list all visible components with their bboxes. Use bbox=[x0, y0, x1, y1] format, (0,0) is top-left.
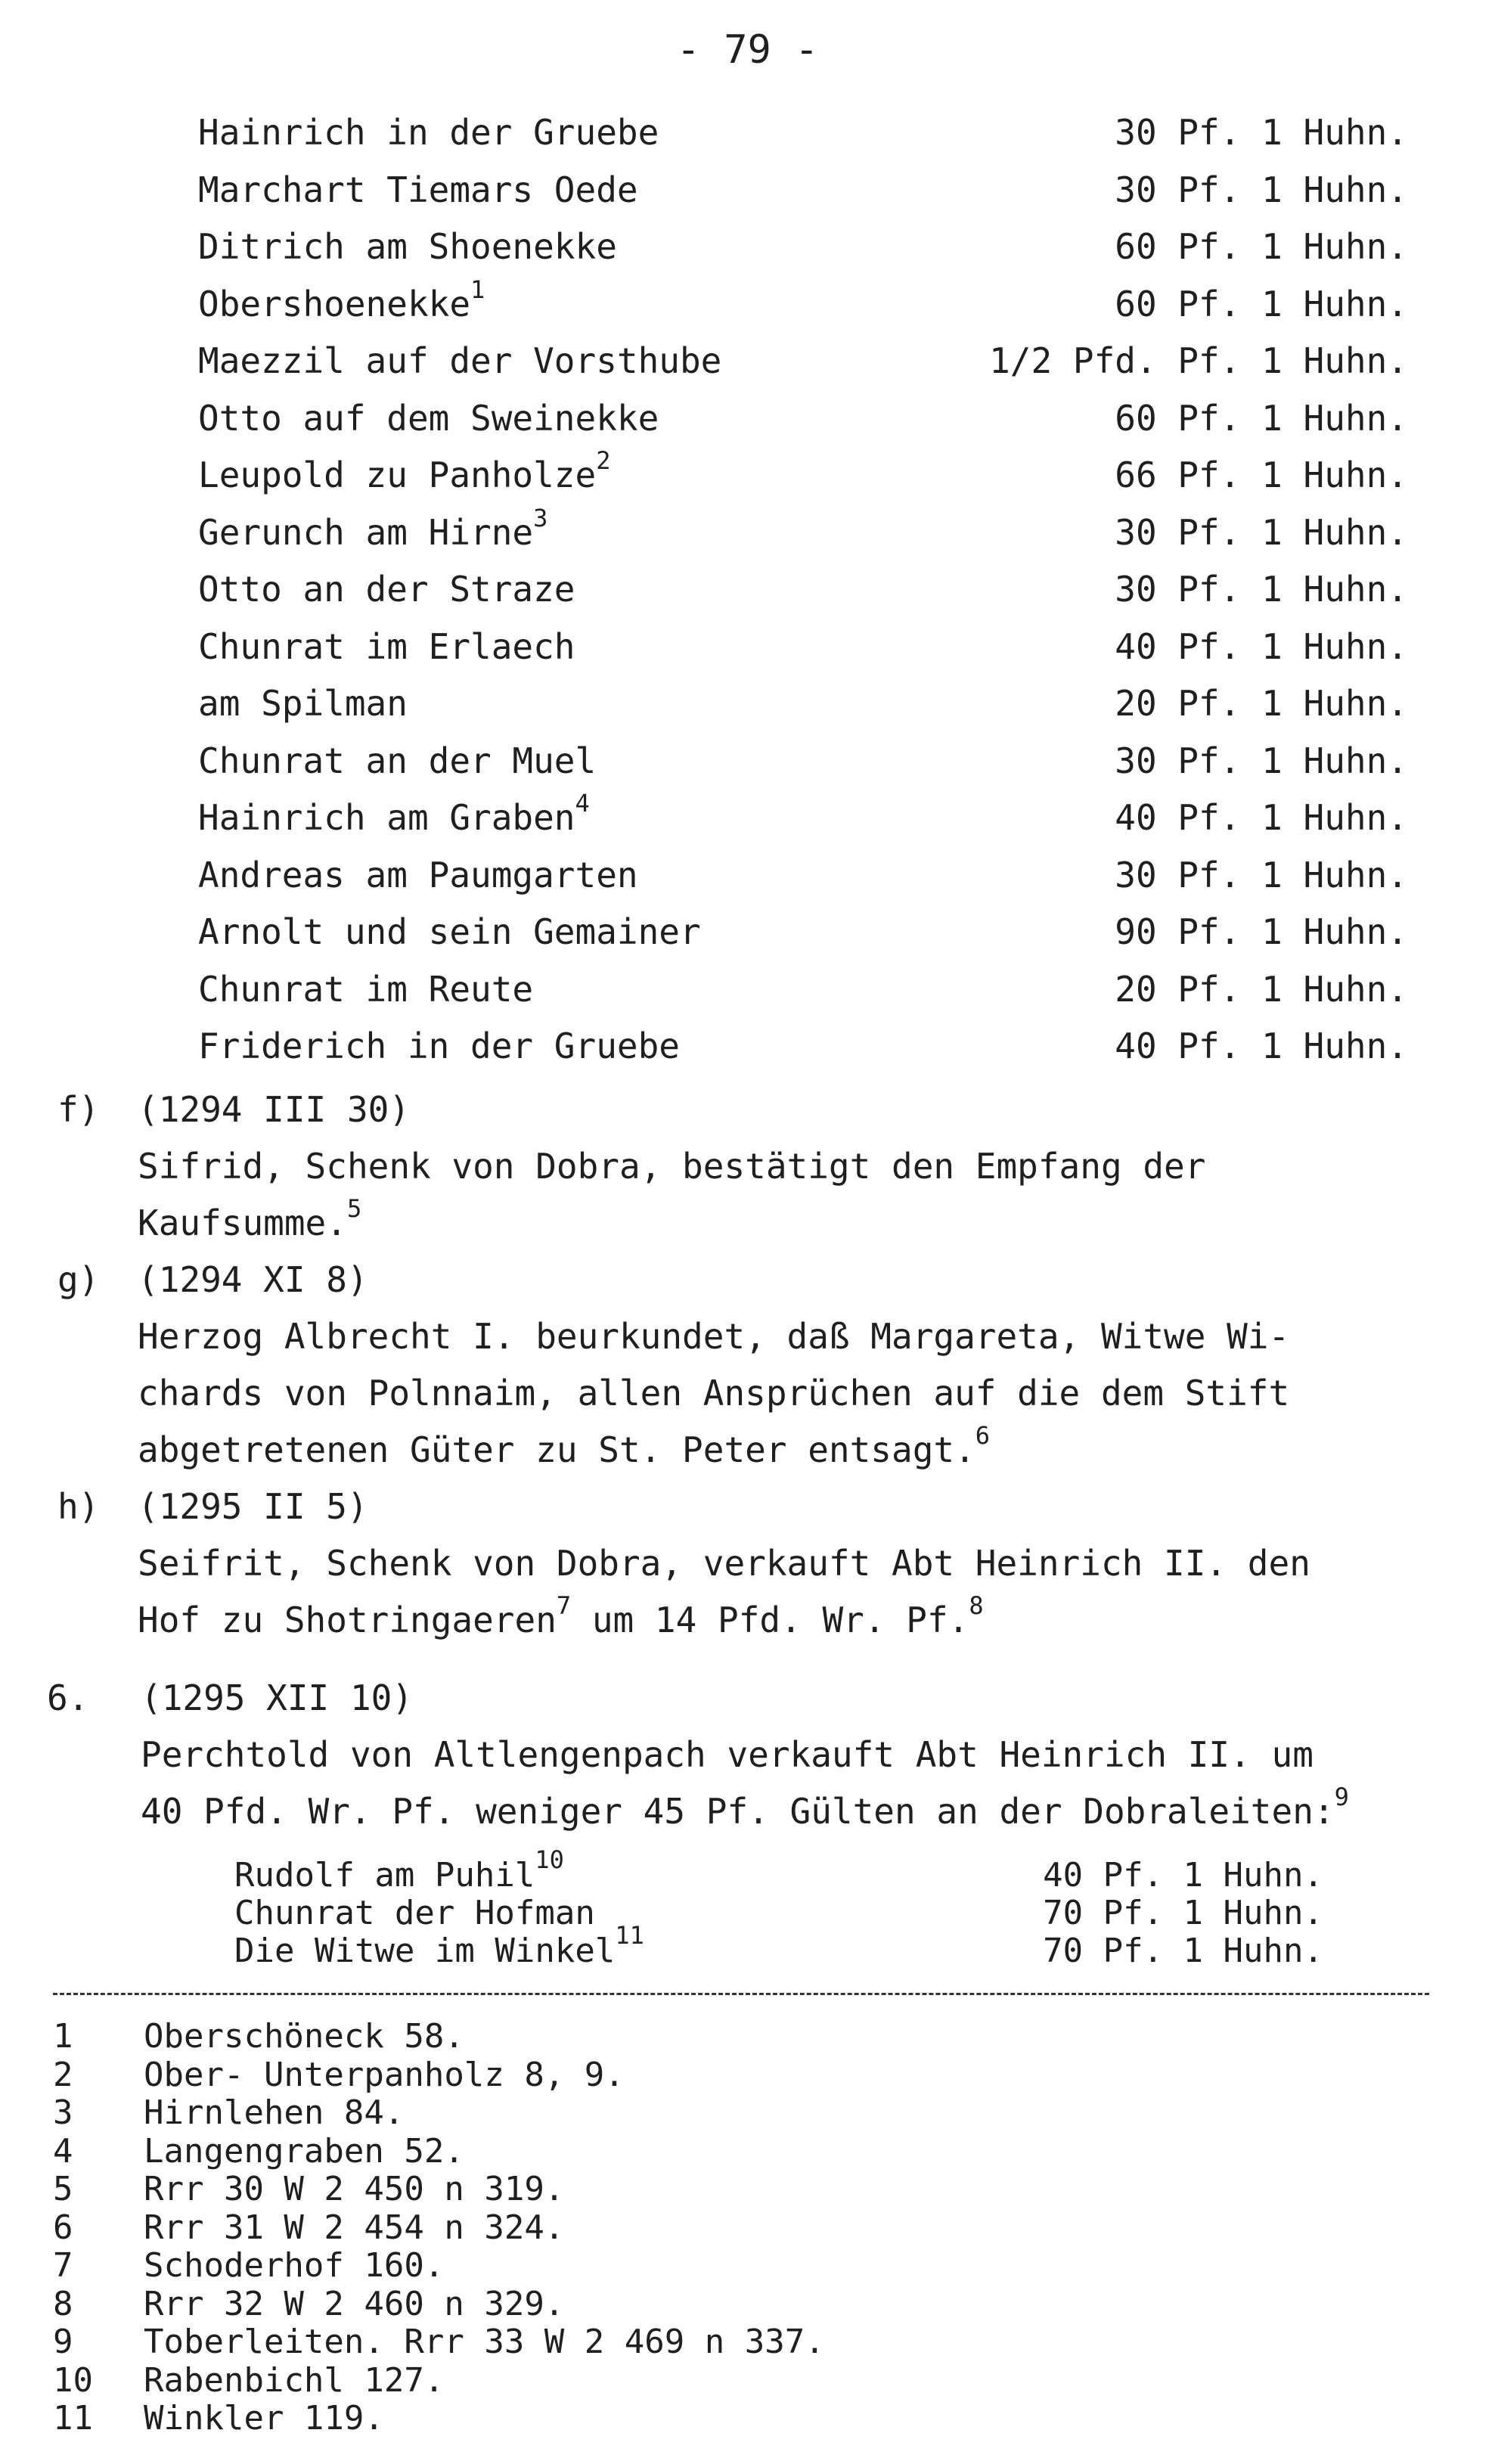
holder-name: Chunrat im Erlaech bbox=[198, 625, 575, 667]
section-h-label: h) bbox=[57, 1486, 100, 1527]
footnote-ref: 11 bbox=[615, 1921, 644, 1950]
payment-amount: 40 Pf. 1 Huhn. bbox=[1115, 625, 1408, 667]
holder-name: Andreas am Paumgarten bbox=[198, 854, 638, 895]
section-f-text: Sifrid, Schenk von Dobra, bestätigt den Empfang der bbox=[138, 1146, 1206, 1187]
footnote-ref: 4 bbox=[575, 789, 590, 818]
footnote bbox=[53, 2323, 1338, 2362]
list-item bbox=[198, 847, 1408, 905]
footnote-ref: 6 bbox=[975, 1421, 991, 1450]
footnotes bbox=[53, 2018, 1338, 2438]
footnote bbox=[53, 2286, 1338, 2324]
section-g-text: chards von Polnnaim, allen Ansprüchen auf die dem Stift bbox=[138, 1373, 1290, 1414]
list-item bbox=[198, 561, 1408, 619]
section-h-text: Hof zu Shotringaeren$^7$ um 14 Pfd. Wr. Pf.$^8$ bbox=[138, 1591, 984, 1640]
holder-name: Hainrich am Graben bbox=[198, 797, 575, 838]
footnote-number: 11 bbox=[53, 2399, 93, 2438]
tax-list-a bbox=[198, 104, 1408, 1075]
list-item bbox=[198, 619, 1408, 676]
footnote-number: 1 bbox=[53, 2017, 73, 2056]
footnote-text: Langengraben 52. bbox=[144, 2131, 464, 2171]
list-item bbox=[198, 675, 1408, 733]
list-item bbox=[198, 790, 1408, 847]
footnote-number: 7 bbox=[53, 2246, 73, 2285]
footnote-ref: 2 bbox=[596, 446, 611, 475]
payment-amount: 30 Pf. 1 Huhn. bbox=[1115, 511, 1408, 553]
payment-amount: 30 Pf. 1 Huhn. bbox=[1115, 569, 1408, 610]
list-item bbox=[198, 733, 1408, 790]
footnote-ref: 5 bbox=[346, 1194, 362, 1223]
list-item bbox=[234, 1921, 1323, 1970]
payment-amount: 60 Pf. 1 Huhn. bbox=[1115, 226, 1408, 267]
section-h-text: Seifrit, Schenk von Dobra, verkauft Abt Heinrich II. den bbox=[138, 1543, 1310, 1584]
holder-name: Otto an der Straze bbox=[198, 569, 575, 610]
payment-amount: 20 Pf. 1 Huhn. bbox=[1115, 968, 1408, 1010]
list-item bbox=[198, 504, 1408, 562]
section-h-date: (1295 II 5) bbox=[138, 1486, 368, 1527]
holder-name: Obershoenekke bbox=[198, 283, 471, 324]
payment-amount: 30 Pf. 1 Huhn. bbox=[1115, 740, 1408, 781]
footnote-ref: 7 bbox=[556, 1591, 572, 1620]
list-item bbox=[198, 276, 1408, 334]
holder-name: Chunrat der Hofman bbox=[234, 1894, 595, 1932]
holder-name: am Spilman bbox=[198, 683, 408, 724]
footnote-text: Rrr 31 W 2 454 n 324. bbox=[144, 2208, 565, 2247]
footnote-text: Rrr 30 W 2 450 n 319. bbox=[144, 2170, 565, 2208]
holder-name: Otto auf dem Sweinekke bbox=[198, 397, 659, 439]
payment-amount: 30 Pf. 1 Huhn. bbox=[1115, 169, 1408, 210]
holder-name: Friderich in der Gruebe bbox=[198, 1026, 680, 1066]
list-item bbox=[198, 390, 1408, 448]
section-f-label: f) bbox=[57, 1089, 100, 1130]
holder-name: Hainrich in der Gruebe bbox=[198, 112, 659, 153]
footnote bbox=[53, 2133, 1338, 2171]
footnote-number: 8 bbox=[53, 2284, 73, 2323]
footnote-ref: 1 bbox=[470, 275, 485, 304]
footnote-text: Rabenbichl 127. bbox=[144, 2360, 445, 2400]
holder-name: Rudolf am Puhil bbox=[234, 1856, 535, 1895]
page-number: - 79 - bbox=[676, 27, 819, 73]
holder-name: Gerunch am Hirne bbox=[198, 511, 534, 553]
payment-amount: 1/2 Pfd. Pf. 1 Huhn. bbox=[989, 340, 1408, 381]
list-item bbox=[234, 1895, 1323, 1932]
footnote-number: 4 bbox=[53, 2131, 73, 2171]
footnote-ref: 10 bbox=[535, 1845, 564, 1874]
footnote-number: 9 bbox=[53, 2323, 73, 2361]
list-item bbox=[234, 1845, 1323, 1895]
payment-amount: 40 Pf. 1 Huhn. bbox=[1115, 797, 1408, 838]
footnote bbox=[53, 2247, 1338, 2286]
payment-amount: 40 Pf. 1 Huhn. bbox=[1043, 1856, 1323, 1895]
footnote-ref: 3 bbox=[533, 503, 548, 532]
section-g-date: (1294 XI 8) bbox=[138, 1259, 368, 1300]
section-g-label: g) bbox=[57, 1259, 100, 1300]
payment-amount: 20 Pf. 1 Huhn. bbox=[1115, 683, 1408, 724]
list-item bbox=[198, 1018, 1408, 1075]
holder-name: Marchart Tiemars Oede bbox=[198, 169, 638, 210]
section-6-text: Perchtold von Altlengenpach verkauft Abt Heinrich II. um bbox=[141, 1734, 1314, 1775]
footnote bbox=[53, 2362, 1338, 2400]
footnote bbox=[53, 2056, 1338, 2095]
list-item bbox=[198, 104, 1408, 162]
payment-amount: 70 Pf. 1 Huhn. bbox=[1043, 1894, 1323, 1932]
footnote-number: 6 bbox=[53, 2208, 73, 2247]
holder-name: Leupold zu Panholze bbox=[198, 455, 597, 495]
footnote-number: 5 bbox=[53, 2170, 73, 2208]
list-item bbox=[198, 904, 1408, 961]
payment-amount: 40 Pf. 1 Huhn. bbox=[1115, 1026, 1408, 1066]
holder-name: Arnolt und sein Gemainer bbox=[198, 911, 701, 952]
list-item bbox=[198, 961, 1408, 1019]
footnote bbox=[53, 2400, 1338, 2438]
tax-list-b bbox=[234, 1845, 1323, 1970]
footnote-text: Rrr 32 W 2 460 n 329. bbox=[144, 2284, 565, 2323]
footnote bbox=[53, 2018, 1338, 2056]
footnote-text: Hirnlehen 84. bbox=[144, 2093, 405, 2132]
footnote-text: Ober- Unterpanholz 8, 9. bbox=[144, 2055, 625, 2094]
holder-name: Chunrat an der Muel bbox=[198, 740, 597, 781]
footnote bbox=[53, 2094, 1338, 2133]
section-6-date: (1295 XII 10) bbox=[141, 1677, 414, 1718]
payment-amount: 60 Pf. 1 Huhn. bbox=[1115, 283, 1408, 324]
footnote-text: Toberleiten. Rrr 33 W 2 469 n 337. bbox=[144, 2323, 825, 2361]
footnote bbox=[53, 2171, 1338, 2209]
section-6-text: 40 Pfd. Wr. Pf. weniger 45 Pf. Gülten an der Dobraleiten:$^9$ bbox=[141, 1783, 1349, 1832]
list-item bbox=[198, 333, 1408, 390]
section-g-text: abgetretenen Güter zu St. Peter entsagt.$^6$ bbox=[138, 1421, 991, 1470]
section-f-date: (1294 III 30) bbox=[138, 1089, 411, 1130]
list-item bbox=[198, 447, 1408, 504]
payment-amount: 60 Pf. 1 Huhn. bbox=[1115, 397, 1408, 439]
list-item bbox=[198, 162, 1408, 219]
footnote-number: 10 bbox=[53, 2360, 93, 2400]
section-6-label: 6. bbox=[47, 1677, 89, 1718]
list-item bbox=[198, 219, 1408, 276]
payment-amount: 90 Pf. 1 Huhn. bbox=[1115, 911, 1408, 952]
holder-name: Die Witwe im Winkel bbox=[234, 1932, 616, 1970]
footnote-text: Winkler 119. bbox=[144, 2399, 384, 2438]
payment-amount: 70 Pf. 1 Huhn. bbox=[1043, 1932, 1323, 1970]
footnote-number: 3 bbox=[53, 2093, 73, 2132]
payment-amount: 30 Pf. 1 Huhn. bbox=[1115, 112, 1408, 153]
payment-amount: 30 Pf. 1 Huhn. bbox=[1115, 854, 1408, 895]
holder-name: Maezzil auf der Vorsthube bbox=[198, 340, 722, 381]
footnote-divider bbox=[53, 1993, 1429, 1995]
holder-name: Chunrat im Reute bbox=[198, 968, 534, 1010]
footnote bbox=[53, 2209, 1338, 2248]
footnote-ref: 8 bbox=[969, 1591, 984, 1620]
footnote-number: 2 bbox=[53, 2055, 73, 2094]
footnote-ref: 9 bbox=[1334, 1783, 1349, 1811]
footnote-text: Oberschöneck 58. bbox=[144, 2017, 464, 2056]
holder-name: Ditrich am Shoenekke bbox=[198, 226, 617, 267]
section-g-text: Herzog Albrecht I. beurkundet, daß Margareta, Witwe Wi- bbox=[138, 1316, 1290, 1357]
footnote-text: Schoderhof 160. bbox=[144, 2246, 445, 2285]
payment-amount: 66 Pf. 1 Huhn. bbox=[1115, 455, 1408, 495]
section-f-text: Kaufsumme.$^5$ bbox=[138, 1194, 362, 1243]
